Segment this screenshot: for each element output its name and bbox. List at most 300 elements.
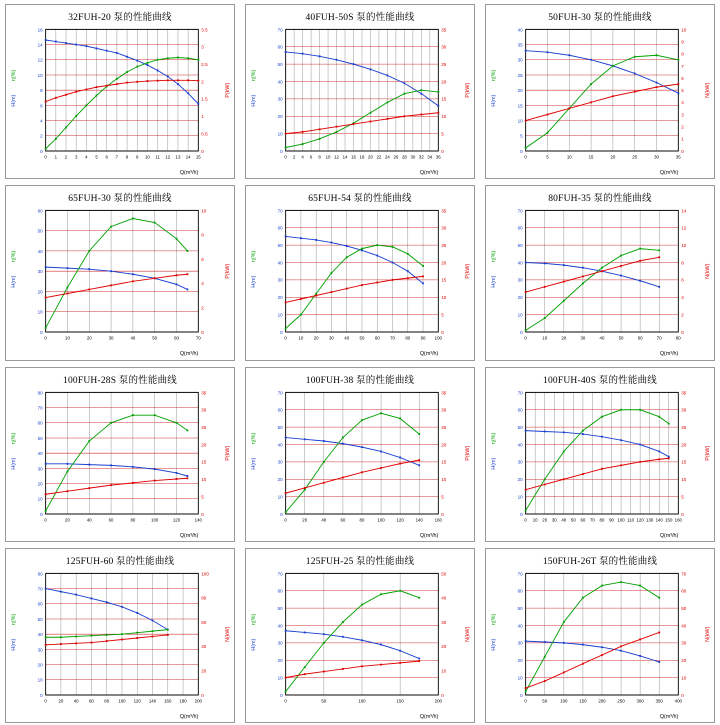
svg-text:70: 70 [277,570,283,577]
svg-text:N(kW): N(kW) [465,626,471,642]
data-point [315,293,317,295]
svg-text:0: 0 [441,692,444,698]
svg-text:35: 35 [675,154,681,160]
data-point [677,59,679,61]
chart-panel [245,185,475,360]
svg-text:180: 180 [179,697,187,704]
data-point [91,641,93,643]
data-point [422,283,424,285]
data-point [106,601,108,603]
data-point [110,226,112,228]
svg-text:Q(m³/h): Q(m³/h) [659,169,679,177]
data-point [319,128,321,130]
data-point [634,56,636,58]
data-point [126,82,128,84]
svg-text:3: 3 [681,112,684,118]
data-point [563,264,565,266]
data-point [116,52,118,54]
svg-text:2: 2 [201,79,204,85]
data-point [582,276,584,278]
chart-svg [6,384,234,541]
svg-text:P(kW): P(kW) [465,445,471,461]
svg-text:P(kW): P(kW) [705,445,711,461]
data-point [176,472,178,474]
data-point [167,79,169,81]
svg-text:Q(m³/h): Q(m³/h) [419,532,439,539]
chart-title: 32FUH-20 泵的性能曲线 [68,13,172,23]
svg-text:70: 70 [195,335,201,341]
svg-text:1.5: 1.5 [201,96,208,102]
svg-text:2: 2 [681,312,684,318]
svg-text:4: 4 [681,100,684,106]
svg-text:0: 0 [201,148,204,154]
curve-N(kW) [526,84,679,120]
data-point [67,287,69,289]
data-point [620,464,622,466]
data-point [370,112,372,114]
data-point [407,277,409,279]
data-point [620,645,622,647]
svg-text:4: 4 [301,154,304,160]
svg-text:10: 10 [532,516,538,522]
svg-text:35: 35 [441,208,447,214]
data-point [304,438,306,440]
data-point [387,101,389,103]
svg-text:0: 0 [40,511,43,517]
data-point [601,435,603,437]
svg-text:0: 0 [284,335,287,341]
data-point [658,250,660,252]
svg-text:60: 60 [277,44,283,50]
svg-text:0: 0 [40,148,43,154]
svg-text:80: 80 [130,516,136,522]
chart-svg [246,565,474,722]
svg-text:100: 100 [434,335,442,341]
svg-text:140: 140 [148,697,157,704]
curve-η(%) [526,582,660,691]
svg-text:30: 30 [551,516,557,522]
svg-text:10: 10 [441,668,447,674]
svg-text:40: 40 [441,595,447,601]
chart-svg [246,384,474,541]
svg-text:0: 0 [280,511,283,517]
data-point [656,54,658,56]
data-point [154,479,156,481]
data-point [302,143,304,145]
data-point [110,270,112,272]
svg-text:80: 80 [104,697,110,704]
data-point [380,450,382,452]
svg-text:5: 5 [546,154,549,160]
svg-text:50: 50 [517,605,523,611]
svg-text:20: 20 [441,643,447,650]
data-point [75,115,77,117]
svg-text:20: 20 [201,668,207,674]
svg-text:5: 5 [681,493,684,500]
data-point [65,94,67,96]
svg-text:0: 0 [284,697,287,704]
svg-text:25: 25 [441,61,447,68]
data-point [304,631,306,633]
svg-text:10: 10 [517,312,523,318]
svg-text:30: 30 [580,335,586,341]
svg-text:40: 40 [344,335,350,341]
data-point [336,59,338,61]
data-point [639,655,641,657]
svg-text:70: 70 [37,404,43,411]
data-point [60,643,62,645]
data-point [563,671,565,673]
chart-panel [245,367,475,542]
data-point [75,635,77,637]
svg-text:10: 10 [201,476,207,482]
data-point [106,85,108,87]
data-point [361,446,363,448]
svg-text:15: 15 [588,154,594,160]
curve-H(m) [46,267,188,289]
data-point [420,114,422,116]
data-point [96,47,98,49]
svg-text:0: 0 [441,330,444,336]
data-point [315,239,317,241]
data-point [88,268,90,270]
data-point [620,650,622,652]
data-point [67,267,69,269]
svg-text:60: 60 [201,619,207,625]
svg-text:35: 35 [681,389,687,395]
data-point [418,657,420,659]
data-point [132,414,134,416]
data-point [418,597,420,599]
svg-text:40: 40 [599,335,605,341]
svg-text:30: 30 [37,269,43,275]
svg-text:40: 40 [681,623,687,629]
svg-text:60: 60 [517,588,523,594]
data-point [601,646,603,648]
svg-text:P(kW): P(kW) [465,263,471,280]
data-point [563,300,565,302]
svg-text:2.5: 2.5 [201,61,208,68]
svg-text:3: 3 [74,154,78,160]
data-point [563,478,565,480]
svg-text:10: 10 [566,154,572,160]
data-point [525,291,527,293]
svg-text:Q(m³/h): Q(m³/h) [179,351,199,358]
plot-area [246,21,474,178]
svg-text:20: 20 [441,79,447,85]
curve-P(kW) [526,458,669,489]
data-point [67,490,69,492]
svg-text:40: 40 [37,248,43,255]
data-point [154,468,156,470]
data-point [177,83,179,85]
svg-text:0: 0 [520,511,523,517]
svg-text:20: 20 [368,154,373,160]
svg-text:2: 2 [64,154,68,160]
svg-text:η(%): η(%) [251,613,257,626]
svg-text:10: 10 [325,154,331,160]
data-point [285,302,287,304]
svg-text:40: 40 [517,441,523,447]
curve-η(%) [286,413,420,512]
svg-text:60: 60 [277,225,283,231]
data-point [285,492,287,494]
chart-title: 125FUH-60 泵的性能曲线 [65,556,175,567]
data-point [176,478,178,480]
data-point [422,276,424,278]
svg-text:0: 0 [520,692,523,698]
svg-text:60: 60 [89,697,94,704]
svg-text:70: 70 [517,570,523,577]
chart-svg [246,202,474,359]
svg-text:14: 14 [342,154,348,160]
svg-text:120: 120 [396,516,404,522]
svg-text:200: 200 [598,697,606,704]
data-point [147,64,149,66]
svg-text:2: 2 [201,305,204,311]
chart-cell [240,0,480,181]
svg-text:50: 50 [277,243,283,249]
data-point [353,123,355,125]
data-point [132,218,134,220]
svg-text:11: 11 [155,154,160,160]
data-point [319,55,321,57]
data-point [96,86,98,88]
svg-text:80: 80 [675,335,681,341]
data-point [75,44,77,46]
data-point [525,262,527,264]
data-point [639,408,641,410]
data-point [136,637,138,639]
svg-text:3: 3 [201,44,204,50]
svg-text:20: 20 [610,154,616,160]
data-point [85,88,87,90]
data-point [361,603,363,605]
svg-text:1: 1 [201,114,204,120]
data-point [403,115,405,117]
plot-area [486,21,714,178]
svg-text:60: 60 [37,208,43,214]
chart-svg [486,21,714,178]
svg-text:0: 0 [681,148,684,154]
data-point [45,644,47,646]
data-point [380,663,382,665]
data-point [525,488,527,490]
data-point [563,621,565,623]
data-point [620,408,622,410]
svg-text:40: 40 [201,643,207,650]
svg-text:Q(m³/h): Q(m³/h) [419,351,439,358]
svg-text:8: 8 [125,154,129,160]
data-point [399,590,401,592]
data-point [563,281,565,283]
plot-area [486,202,714,359]
data-point [319,138,321,140]
svg-text:30: 30 [681,640,687,646]
svg-text:35: 35 [441,27,447,33]
data-point [437,112,439,114]
chart-title: 65FUH-30 泵的性能曲线 [68,194,172,205]
svg-text:P(kW): P(kW) [225,263,231,280]
svg-text:35: 35 [201,389,207,395]
svg-text:4: 4 [40,118,43,124]
svg-text:40: 40 [130,335,136,341]
svg-text:30: 30 [329,335,334,341]
svg-text:60: 60 [681,588,687,594]
svg-text:0: 0 [44,154,47,160]
data-point [376,282,378,284]
svg-text:20: 20 [517,476,523,482]
svg-text:25: 25 [441,243,447,249]
data-point [525,120,527,122]
svg-text:150: 150 [665,516,673,522]
svg-text:η(%): η(%) [11,69,17,82]
svg-text:1: 1 [681,136,684,142]
svg-text:50: 50 [277,605,283,611]
data-point [668,455,670,457]
svg-text:8: 8 [40,87,43,94]
data-point [342,621,344,623]
svg-text:15: 15 [517,103,523,109]
svg-text:H(m): H(m) [491,638,497,651]
data-point [55,97,57,99]
svg-text:70: 70 [390,335,395,341]
curve-P(kW) [286,277,423,303]
svg-text:40: 40 [277,623,283,629]
svg-text:10: 10 [681,27,687,33]
data-point [323,633,325,635]
chart-cell [240,181,480,362]
data-point [563,431,565,433]
svg-text:12: 12 [681,225,687,231]
svg-text:200: 200 [434,697,442,704]
data-point [342,436,344,438]
data-point [110,464,112,466]
data-point [525,147,527,149]
svg-text:H(m): H(m) [11,638,17,651]
chart-cell [240,363,480,544]
svg-text:0: 0 [681,692,684,698]
svg-text:P(kW): P(kW) [225,445,231,461]
svg-text:13: 13 [175,154,181,160]
data-point [639,260,641,262]
svg-text:7: 7 [681,63,684,69]
data-point [176,421,178,423]
data-point [60,636,62,638]
svg-text:70: 70 [277,389,283,395]
svg-text:0: 0 [681,330,684,336]
data-point [152,619,154,621]
chart-panel [485,367,715,542]
svg-text:30: 30 [277,96,283,102]
svg-text:60: 60 [637,335,643,341]
svg-text:20: 20 [681,441,687,447]
svg-text:20: 20 [517,295,523,301]
plot-area [246,202,474,359]
svg-text:90: 90 [609,516,614,522]
svg-text:30: 30 [441,619,447,625]
chart-title: 65FUH-54 泵的性能曲线 [308,194,412,205]
data-point [147,62,149,64]
svg-text:160: 160 [674,516,682,522]
data-point [106,640,108,642]
svg-text:80: 80 [201,595,207,601]
svg-text:20: 20 [277,476,283,482]
svg-text:10: 10 [277,675,283,681]
data-point [544,478,546,480]
data-point [136,66,138,68]
svg-text:70: 70 [517,208,523,214]
svg-text:50: 50 [37,435,43,441]
svg-text:10: 10 [441,476,447,482]
svg-text:6: 6 [105,154,108,160]
svg-text:30: 30 [277,640,283,646]
svg-text:Q(m³/h): Q(m³/h) [179,169,199,177]
svg-text:70: 70 [517,389,523,395]
data-point [331,291,333,293]
svg-text:50: 50 [359,335,365,341]
data-point [525,330,527,332]
svg-text:140: 140 [194,516,202,522]
svg-text:9: 9 [136,154,139,160]
curve-H(m) [286,437,420,465]
data-point [544,263,546,265]
data-point [154,414,156,416]
chart-panel [5,367,235,542]
data-point [85,45,87,47]
svg-text:30: 30 [681,407,687,413]
svg-text:10: 10 [542,335,548,341]
svg-text:η(%): η(%) [491,251,497,263]
data-point [91,635,93,637]
svg-text:100: 100 [617,516,625,522]
svg-text:50: 50 [321,697,327,704]
chart-title: 80FUH-35 泵的性能曲线 [548,194,652,205]
data-point [167,628,169,630]
data-point [285,436,287,438]
svg-text:N(kW): N(kW) [705,626,711,642]
svg-text:60: 60 [37,601,43,607]
svg-text:H(m): H(m) [251,638,257,651]
chart-title: 50FUH-30 泵的性能曲线 [548,13,652,23]
data-point [582,433,584,435]
svg-text:4: 4 [201,281,204,287]
svg-text:P(kW): P(kW) [465,82,471,98]
svg-text:26: 26 [393,154,399,160]
data-point [45,39,47,41]
svg-text:20: 20 [302,516,308,522]
chart-cell [240,544,480,725]
chart-cell [480,544,720,725]
chart-svg [486,202,714,359]
data-point [167,76,169,78]
svg-text:60: 60 [277,588,283,594]
svg-text:150: 150 [579,697,587,704]
data-point [582,643,584,645]
data-point [547,132,549,134]
data-point [422,265,424,267]
svg-text:0: 0 [201,330,204,336]
svg-text:40: 40 [277,79,283,85]
svg-text:Q(m³/h): Q(m³/h) [179,713,199,720]
svg-text:60: 60 [374,335,380,341]
svg-text:40: 40 [517,260,523,266]
svg-text:50: 50 [681,605,687,611]
svg-text:0: 0 [201,511,204,517]
svg-text:50: 50 [618,335,624,341]
svg-text:15: 15 [201,459,207,465]
data-point [639,638,641,640]
